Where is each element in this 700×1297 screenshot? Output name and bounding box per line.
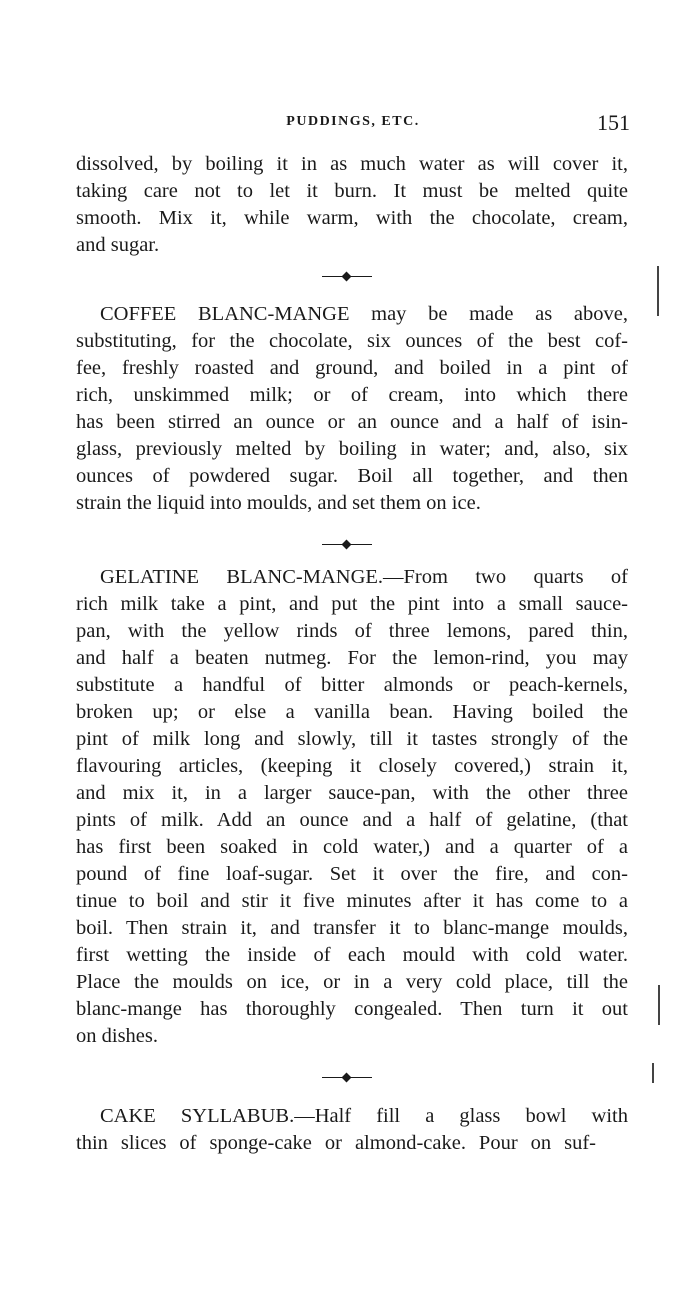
text-line: pint of milk long and slowly, till it tastes strongly of the [76, 728, 628, 750]
margin-mark [658, 985, 660, 1025]
text-line: glass, previously melted by boiling in water; and, also, six [76, 438, 628, 460]
text-line: blanc-mange has thoroughly congealed. Then turn it out [76, 998, 628, 1020]
text-line: taking care not to let it burn. It must be melted quite [76, 180, 628, 202]
text-line: fee, freshly roasted and ground, and boiled in a pint of [76, 357, 628, 379]
section-divider [322, 272, 372, 282]
section-divider [322, 540, 372, 550]
text-line: has been stirred an ounce or an ounce and a half of isin- [76, 411, 628, 433]
margin-mark [657, 266, 659, 316]
margin-mark [652, 1063, 654, 1083]
running-head-title: PUDDINGS, ETC. [286, 114, 420, 129]
text-line: and sugar. [76, 234, 160, 256]
text-line: substituting, for the chocolate, six ounces of the best cof- [76, 330, 628, 352]
text-line: broken up; or else a vanilla bean. Having boiled the [76, 701, 628, 723]
text-line: pints of milk. Add an ounce and a half of gelatine, (that [76, 809, 628, 831]
text-line: rich, unskimmed milk; or of cream, into which there [76, 384, 628, 406]
page-number: 151 [597, 110, 630, 135]
text-line: Place the moulds on ice, or in a very cold place, till the [76, 971, 628, 993]
text-line: tinue to boil and stir it five minutes after it has come to a [76, 890, 628, 912]
text-line: dissolved, by boiling it in as much water as will cover it, [76, 153, 628, 175]
text-line: substitute a handful of bitter almonds or peach-kernels, [76, 674, 628, 696]
text-line: pan, with the yellow rinds of three lemons, pared thin, [76, 620, 628, 642]
text-line: rich milk take a pint, and put the pint into a small sauce- [76, 593, 628, 615]
recipe-heading-line: GELATINE BLANC-MANGE.—From two quarts of [100, 566, 628, 588]
recipe-heading-line: COFFEE BLANC-MANGE may be made as above, [100, 303, 628, 325]
text-line: flavouring articles, (keeping it closely covered,) strain it, [76, 755, 628, 777]
text-line: has first been soaked in cold water,) and a quarter of a [76, 836, 628, 858]
text-line: on dishes. [76, 1025, 158, 1047]
text-line: pound of fine loaf-sugar. Set it over the fire, and con- [76, 863, 628, 885]
running-head [76, 112, 630, 136]
text-line: thin slices of sponge-cake or almond-cake. Pour on suf- [76, 1132, 596, 1154]
section-divider [322, 1073, 372, 1083]
text-line: first wetting the inside of each mould with cold water. [76, 944, 628, 966]
text-line: smooth. Mix it, while warm, with the chocolate, cream, [76, 207, 628, 229]
text-line: strain the liquid into moulds, and set them on ice. [76, 492, 481, 514]
text-line: boil. Then strain it, and transfer it to blanc-mange moulds, [76, 917, 628, 939]
text-line: and mix it, in a larger sauce-pan, with the other three [76, 782, 628, 804]
recipe-heading-line: CAKE SYLLABUB.—Half fill a glass bowl with [100, 1105, 628, 1127]
text-line: ounces of powdered sugar. Boil all together, and then [76, 465, 628, 487]
text-line: and half a beaten nutmeg. For the lemon-rind, you may [76, 647, 628, 669]
